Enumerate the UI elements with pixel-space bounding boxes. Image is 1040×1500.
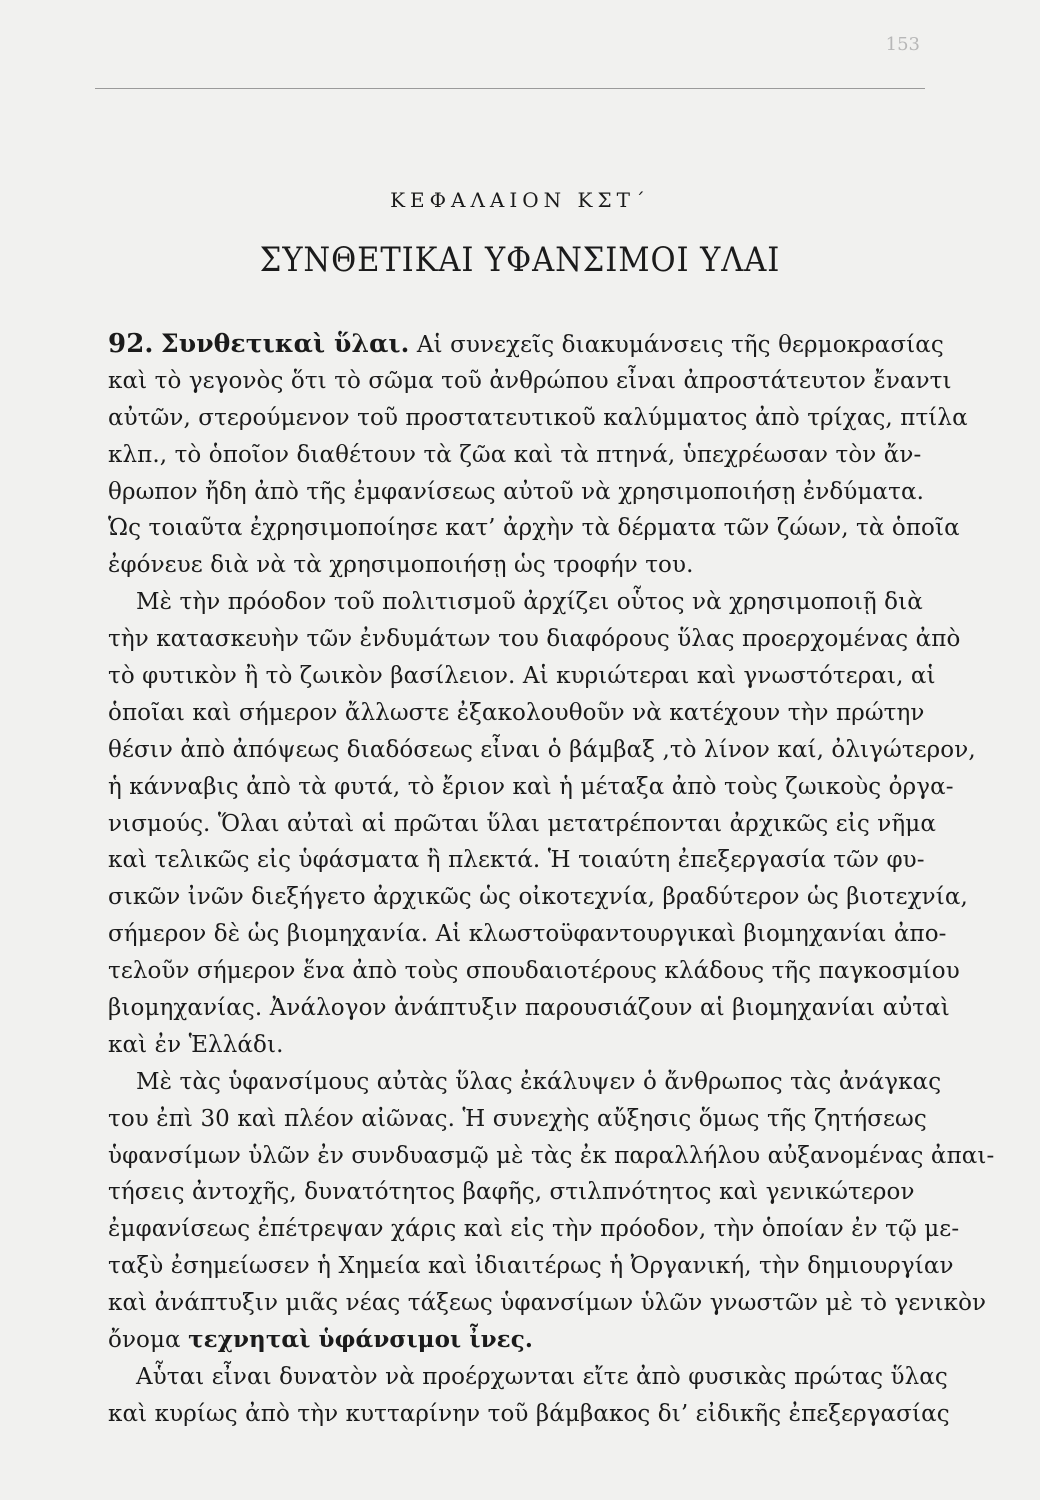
paragraph-line: καὶ κυρίως ἀπὸ τὴν κυτταρίνην τοῦ βάμβακος δι’ εἰδικῆς ἐπεξεργασίας: [108, 1400, 950, 1427]
bold-term: τεχνηταὶ ὑφάνσιμοι ἶνες.: [188, 1326, 533, 1354]
paragraph-line: ὁποῖαι καὶ σήμερον ἄλλωστε ἐξακολουθοῦν νὰ κατέχουν τὴν πρώτην: [108, 699, 925, 726]
paragraph-line: νισμούς. Ὅλαι αὐταὶ αἱ πρῶται ὕλαι μετατρέπονται ἀρχικῶς εἰς νῆμα: [108, 810, 936, 837]
paragraph-line: τὸ φυτικὸν ἢ τὸ ζωικὸν βασίλειον. Αἱ κυριώτεραι καὶ γνωστότεραι, αἱ: [108, 663, 936, 690]
page-number: 153: [885, 34, 920, 55]
paragraph-line: ἐφόνευε διὰ νὰ τὰ χρησιμοποιήσῃ ὡς τροφήν του.: [108, 552, 694, 579]
paragraph-line: καὶ τὸ γεγονὸς ὅτι τὸ σῶμα τοῦ ἀνθρώπου εἶναι ἀπροστάτευτον ἔναντι: [108, 367, 952, 394]
section-number: 92.: [108, 329, 154, 359]
paragraph-line: κλπ., τὸ ὁποῖον διαθέτουν τὰ ζῶα καὶ τὰ πτηνά, ὑπεχρέωσαν τὸν ἄν-: [108, 441, 922, 468]
paragraph-line: του ἐπὶ 30 καὶ πλέον αἰῶνας. Ἡ συνεχὴς αὔξησις ὅμως τῆς ζητήσεως: [108, 1105, 927, 1132]
paragraph-line: τελοῦν σήμερον ἕνα ἀπὸ τοὺς σπουδαιοτέρους κλάδους τῆς παγκοσμίου: [108, 958, 960, 985]
paragraph-line: θρωπον ἤδη ἀπὸ τῆς ἐμφανίσεως αὐτοῦ νὰ χρησιμοποιήσῃ ἐνδύματα.: [108, 478, 924, 505]
paragraph-line: καὶ τελικῶς εἰς ὑφάσματα ἢ πλεκτά. Ἡ τοιαύτη ἐπεξεργασία τῶν φυ-: [108, 847, 925, 874]
paragraph-line: καὶ ἐν Ἑλλάδι.: [108, 1031, 284, 1058]
paragraph-line: τήσεις ἀντοχῆς, δυνατότητος βαφῆς, στιλπνότητος καὶ γενικώτερον: [108, 1179, 915, 1206]
paragraph-line: Μὲ τὰς ὑφανσίμους αὐτὰς ὕλας ἐκάλυψεν ὁ ἄνθρωπος τὰς ἀνάγκας: [136, 1068, 942, 1095]
paragraph-line: ἐμφανίσεως ἐπέτρεψαν χάρις καὶ εἰς τὴν πρόοδον, τὴν ὁποίαν ἐν τῷ με-: [108, 1216, 960, 1243]
paragraph-line: αὐτῶν, στερούμενον τοῦ προστατευτικοῦ καλύμματος ἀπὸ τρίχας, πτίλα: [108, 404, 968, 431]
paragraph-line: Μὲ τὴν πρόοδον τοῦ πολιτισμοῦ ἀρχίζει οὗτος νὰ χρησιμοποιῇ διὰ: [136, 589, 923, 616]
paragraph-line: Ὡς τοιαῦτα ἐχρησιμοποίησε κατ’ ἀρχὴν τὰ δέρματα τῶν ζώων, τὰ ὁποῖα: [108, 515, 960, 542]
paragraph-line: ἡ κάνναβις ἀπὸ τὰ φυτά, τὸ ἔριον καὶ ἡ μέταξα ἀπὸ τοὺς ζωικοὺς ὀργα-: [108, 773, 954, 800]
paragraph-line: καὶ ἀνάπτυξιν μιᾶς νέας τάξεως ὑφανσίμων ὑλῶν γνωστῶν μὲ τὸ γενικὸν: [108, 1290, 987, 1317]
line-text: Αἱ συνεχεῖς διακυμάνσεις τῆς θερμοκρασίας: [416, 332, 944, 358]
paragraph-line: τὴν κατασκευὴν τῶν ἐνδυμάτων του διαφόρους ὕλας προερχομένας ἀπὸ: [108, 626, 961, 653]
paragraph-line: [108, 1322, 912, 1359]
paragraph-line: βιομηχανίας. Ἀνάλογον ἀνάπτυξιν παρουσιάζουν αἱ βιομηχανίαι αὐταὶ: [108, 995, 950, 1022]
line-text: ὄνομα: [108, 1327, 181, 1354]
paragraph-line: θέσιν ἀπὸ ἀπόψεως διαδόσεως εἶναι ὁ βάμβαξ ,τὸ λίνον καί, ὀλιγώτερον,: [108, 736, 976, 763]
paragraph-line: σικῶν ἰνῶν διεξήγετο ἀρχικῶς ὡς οἰκοτεχνία, βραδύτερον ὡς βιοτεχνία,: [108, 884, 968, 911]
paragraph-line: ταξὺ ἐσημείωσεν ἡ Χημεία καὶ ἰδιαιτέρως ἡ Ὀργανική, τὴν δημιουργίαν: [108, 1253, 954, 1280]
paragraph-line: Αὗται εἶναι δυνατὸν νὰ προέρχωνται εἴτε ἀπὸ φυσικὰς πρώτας ὕλας: [136, 1363, 948, 1390]
header-rule: [95, 88, 925, 89]
body-text: [108, 326, 995, 1433]
paragraph-line: [108, 326, 944, 363]
chapter-label: ΚΕΦΑΛΑΙΟΝ ΚΣΤ΄: [390, 188, 650, 212]
paragraph-line: ὑφανσίμων ὑλῶν ἐν συνδυασμῷ μὲ τὰς ἐκ παραλλήλου αὐξανομένας ἀπαι-: [108, 1142, 995, 1169]
section-title: Συνθετικαὶ ὕλαι.: [160, 329, 410, 358]
chapter-title: ΣΥΝΘΕΤΙΚΑΙ ΥΦΑΝΣΙΜΟΙ ΥΛΑΙ: [259, 240, 781, 280]
paragraph-line: σήμερον δὲ ὡς βιομηχανία. Αἱ κλωστοϋφαντουργικαὶ βιομηχανίαι ἀπο-: [108, 921, 947, 948]
